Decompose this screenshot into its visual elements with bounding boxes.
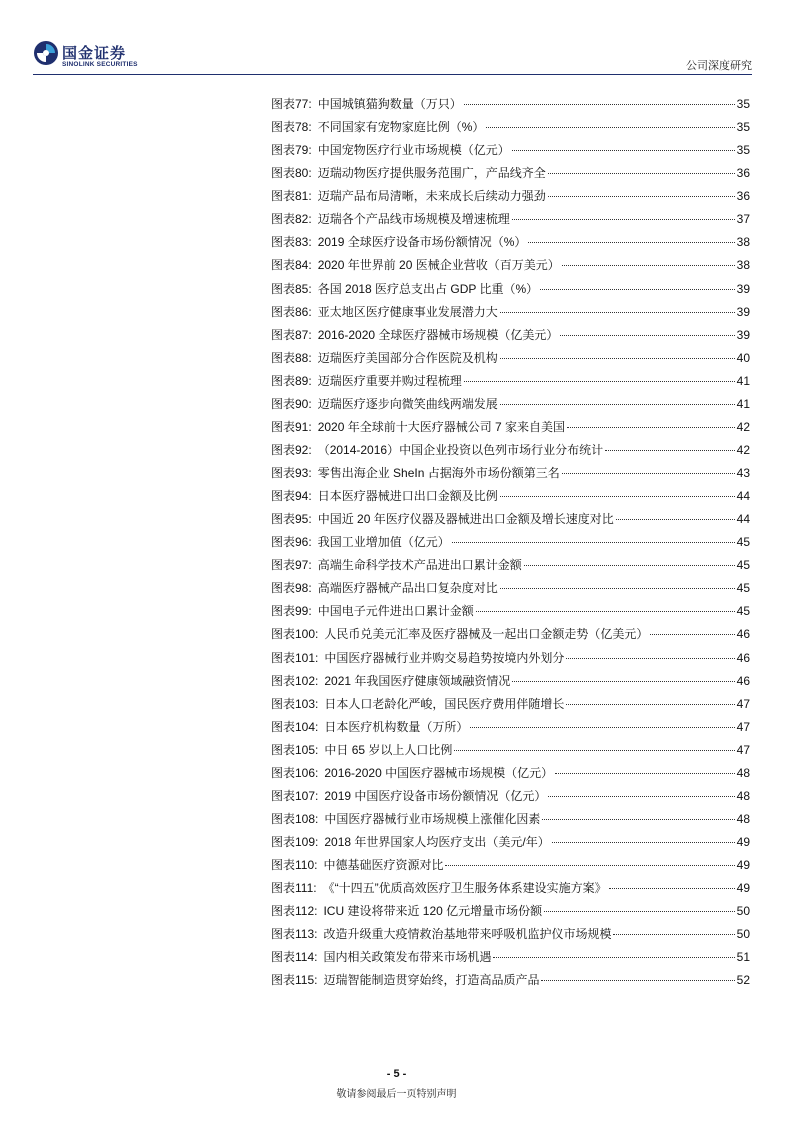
toc-entry[interactable] [271,554,750,577]
toc-entry[interactable] [271,693,750,716]
toc-entry-page: 41 [736,396,750,411]
toc-entry-label: 图表105: [271,742,319,757]
toc-dot-leader [500,588,735,589]
toc-entry[interactable] [271,93,750,116]
toc-entry-label: 图表84: [271,258,312,273]
toc-entry[interactable] [271,831,750,854]
toc-dot-leader [548,173,735,174]
toc-entry-label: 图表91: [271,419,312,434]
toc-entry[interactable] [271,739,750,762]
toc-entry-page: 43 [736,466,750,480]
toc-entry-title: （2014-2016）中国企业投资以色列市场行业分布统计 [317,442,604,457]
toc-entry-page: 39 [736,327,750,342]
toc-entry-label: 图表90: [271,396,312,411]
toc-dot-leader [470,727,734,728]
toc-entry[interactable] [271,185,750,208]
toc-entry-page: 41 [736,373,750,388]
toc-entry-label: 图表96: [271,535,312,550]
toc-entry-page: 45 [736,535,750,550]
toc-entry-label: 图表106: [271,765,319,780]
toc-entry-page: 44 [736,489,750,504]
toc-dot-leader [528,242,734,243]
toc-dot-leader [512,681,734,682]
toc-entry[interactable] [271,347,750,370]
toc-entry-label: 图表103: [271,696,319,711]
toc-entry-page: 52 [736,973,750,988]
toc-entry-page: 49 [736,858,750,873]
toc-dot-leader [464,104,735,105]
toc-entry-page: 48 [736,811,750,826]
toc-entry-title: 人民币兑美元汇率及医疗器械及一起出口金额走势（亿美元） [324,627,649,642]
toc-entry-page: 42 [736,442,750,457]
toc-entry-title: 迈瑞医疗逐步向微笑曲线两端发展 [317,396,498,411]
toc-entry[interactable] [271,462,750,485]
toc-entry-label: 图表113: [271,927,318,942]
toc-entry-page: 36 [736,166,750,181]
toc-entry-title: 日本医疗器械进口出口金额及比例 [317,489,498,504]
toc-entry-title: 高端医疗器械产品出口复杂度对比 [317,581,498,596]
table-of-figures [271,93,750,992]
toc-entry-label: 图表87: [271,327,312,342]
page-header [0,0,793,80]
toc-entry-page: 46 [736,673,750,688]
toc-dot-leader [524,565,735,566]
toc-entry-page: 49 [736,881,750,896]
toc-entry-page: 37 [736,212,750,227]
toc-dot-leader [650,634,734,635]
toc-entry-title: 迈瑞医疗重要并购过程梳理 [317,373,462,388]
toc-entry-title: 中国宠物医疗行业市场规模（亿元） [317,143,510,158]
sinolink-logo [33,40,183,76]
toc-entry-title: 中国医疗器械行业市场规模上涨催化因素 [324,811,541,826]
toc-dot-leader [552,842,735,843]
toc-entry[interactable] [271,969,750,992]
toc-entry-label: 图表100: [271,627,319,642]
toc-entry-title: 迈瑞各个产品线市场规模及增速梳理 [317,212,510,227]
toc-dot-leader [493,957,734,958]
toc-entry[interactable] [271,762,750,785]
toc-dot-leader [562,265,735,266]
toc-dot-leader [555,773,735,774]
toc-dot-leader [562,473,735,474]
page-number: - 5 - [386,1068,407,1080]
toc-entry[interactable] [271,716,750,739]
toc-entry-page: 36 [736,189,750,204]
toc-dot-leader [476,611,735,612]
toc-entry-label: 图表109: [271,835,319,849]
toc-entry[interactable] [271,946,750,969]
toc-entry-page: 38 [736,258,750,273]
toc-entry-title: 中国近 20 年医疗仪器及器械进出口金额及增长速度对比 [317,512,614,527]
toc-entry[interactable] [271,301,750,324]
toc-entry-label: 图表95: [271,512,312,527]
toc-entry-title: 高端生命科学技术产品进出口累计金额 [317,558,522,573]
toc-entry-page: 44 [736,512,750,527]
toc-entry-label: 图表82: [271,212,312,227]
toc-entry-title: 《“十四五”优质高效医疗卫生服务体系建设实施方案》 [322,881,607,896]
toc-entry-page: 50 [736,927,750,942]
document-type: 公司深度研究 [686,60,752,72]
toc-entry-page: 46 [736,650,750,665]
toc-entry-page: 45 [736,581,750,596]
toc-entry-page: 38 [736,235,750,250]
toc-entry-title: 2019 中国医疗设备市场份额情况（亿元） [324,788,547,803]
toc-entry-label: 图表98: [271,581,312,596]
toc-entry-title: 2019 全球医疗设备市场份额情况（%） [317,235,527,250]
toc-entry-title: 国内相关政策发布带来市场机遇 [323,950,492,965]
toc-entry-title: 迈瑞智能制造贯穿始终，打造高品质产品 [323,973,540,988]
toc-dot-leader [500,358,735,359]
toc-entry-title: 2018 年世界国家人均医疗支出（美元/年） [324,835,550,849]
footer-disclaimer: 敬请参阅最后一页特别声明 [336,1089,457,1100]
toc-dot-leader [544,911,734,912]
toc-entry-title: 2020 年全球前十大医疗器械公司 7 家来自美国 [317,419,566,434]
toc-entry-page: 40 [736,350,750,365]
toc-entry[interactable] [271,162,750,185]
toc-entry[interactable] [271,393,750,416]
toc-dot-leader [566,658,734,659]
toc-entry[interactable] [271,877,750,900]
toc-entry[interactable] [271,324,750,347]
toc-entry-page: 50 [736,904,750,919]
toc-entry-page: 39 [736,304,750,319]
toc-entry[interactable] [271,439,750,462]
toc-entry-page: 45 [736,558,750,573]
toc-entry[interactable] [271,278,750,301]
toc-dot-leader [541,980,734,981]
toc-entry-title: 迈瑞医疗美国部分合作医院及机构 [317,350,498,365]
toc-entry-label: 图表108: [271,811,319,826]
toc-dot-leader [454,750,734,751]
toc-entry-page: 48 [736,788,750,803]
toc-entry[interactable] [271,208,750,231]
toc-entry-page: 48 [736,765,750,780]
toc-dot-leader [512,150,735,151]
toc-entry[interactable] [271,231,750,254]
toc-entry[interactable] [271,854,750,877]
toc-entry-page: 42 [736,419,750,434]
toc-entry-title: 改造升级重大疫情救治基地带来呼吸机监护仪市场规模 [323,927,612,942]
toc-dot-leader [548,796,734,797]
toc-entry[interactable] [271,577,750,600]
toc-entry-label: 图表104: [271,719,319,734]
toc-entry-label: 图表99: [271,604,312,619]
toc-entry[interactable] [271,416,750,439]
toc-entry-label: 图表102: [271,673,319,688]
toc-dot-leader [512,219,735,220]
toc-dot-leader [464,381,735,382]
toc-entry-title: ICU 建设将带来近 120 亿元增量市场份额 [323,904,543,919]
toc-entry[interactable] [271,139,750,162]
logo-english-name: SINOLINK SECURITIES [62,61,138,68]
toc-entry-title: 2021 年我国医疗健康领域融资情况 [324,673,511,688]
toc-entry-title: 零售出海企业 SheIn 占据海外市场份额第三名 [317,466,560,480]
toc-entry-label: 图表88: [271,350,312,365]
toc-entry-page: 47 [736,719,750,734]
toc-entry[interactable] [271,647,750,670]
header-divider [33,74,752,75]
toc-dot-leader [548,196,735,197]
toc-dot-leader [567,427,735,428]
toc-entry[interactable] [271,600,750,623]
toc-entry-label: 图表79: [271,143,312,158]
toc-entry-page: 35 [736,120,750,135]
toc-entry-label: 图表81: [271,189,312,204]
toc-entry-label: 图表85: [271,281,312,296]
toc-entry[interactable] [271,808,750,831]
toc-entry-title: 中德基础医疗资源对比 [323,858,444,873]
toc-dot-leader [500,404,735,405]
toc-dot-leader [566,704,734,705]
toc-entry-title: 亚太地区医疗健康事业发展潜力大 [317,304,498,319]
toc-entry-title: 2016-2020 全球医疗器械市场规模（亿美元） [317,327,559,342]
toc-entry-page: 47 [736,696,750,711]
toc-entry-label: 图表83: [271,235,312,250]
toc-dot-leader [445,865,734,866]
toc-entry[interactable] [271,670,750,693]
toc-entry-label: 图表107: [271,788,319,803]
toc-entry-page: 35 [736,97,750,111]
toc-entry-page: 39 [736,281,750,296]
toc-entry[interactable] [271,623,750,646]
toc-entry[interactable] [271,370,750,393]
toc-dot-leader [486,127,734,128]
toc-dot-leader [540,289,734,290]
toc-entry-label: 图表89: [271,373,312,388]
toc-entry[interactable] [271,785,750,808]
toc-entry-page: 47 [736,742,750,757]
toc-dot-leader [560,335,734,336]
toc-entry-label: 图表97: [271,558,312,573]
toc-entry-label: 图表114: [271,950,318,965]
toc-dot-leader [613,934,734,935]
toc-dot-leader [542,819,734,820]
toc-dot-leader [605,450,735,451]
toc-entry[interactable] [271,116,750,139]
toc-dot-leader [500,496,735,497]
toc-entry[interactable] [271,508,750,531]
toc-entry-title: 各国 2018 医疗总支出占 GDP 比重（%） [317,281,539,296]
toc-entry-title: 2020 年世界前 20 医械企业营收（百万美元） [317,258,560,273]
toc-entry[interactable] [271,531,750,554]
sinolink-logo-icon [33,40,59,66]
toc-entry[interactable] [271,485,750,508]
toc-entry-page: 35 [736,143,750,158]
toc-entry-title: 2016-2020 中国医疗器械市场规模（亿元） [324,765,554,780]
toc-entry-label: 图表77: [271,97,312,111]
toc-entry[interactable] [271,923,750,946]
toc-entry-title: 我国工业增加值（亿元） [317,535,450,550]
toc-entry-label: 图表111: [271,881,317,896]
toc-entry-label: 图表92: [271,442,312,457]
toc-entry-page: 51 [736,950,750,965]
toc-entry-label: 图表86: [271,304,312,319]
toc-entry-label: 图表78: [271,120,312,135]
toc-entry-label: 图表93: [271,466,312,480]
toc-entry-page: 49 [736,835,750,849]
toc-entry[interactable] [271,900,750,923]
toc-entry-title: 迈瑞产品布局清晰，未来成长后续动力强劲 [317,189,546,204]
toc-entry-label: 图表101: [271,650,319,665]
toc-dot-leader [609,888,735,889]
toc-entry-title: 中国城镇猫狗数量（万只） [317,97,462,111]
toc-entry-title: 中国医疗器械行业并购交易趋势按境内外划分 [324,650,565,665]
toc-entry-title: 迈瑞动物医疗提供服务范围广，产品线齐全 [317,166,546,181]
toc-dot-leader [616,519,735,520]
toc-dot-leader [500,312,735,313]
toc-entry-title: 中日 65 岁以上人口比例 [324,742,453,757]
toc-dot-leader [452,542,735,543]
toc-entry-label: 图表112: [271,904,318,919]
logo-chinese-name: 国金证券 [62,45,127,62]
toc-entry-page: 45 [736,604,750,619]
toc-entry-title: 日本人口老龄化严峻，国民医疗费用伴随增长 [324,696,565,711]
toc-entry-label: 图表94: [271,489,312,504]
toc-entry-title: 不同国家有宠物家庭比例（%） [317,120,485,135]
toc-entry-title: 中国电子元件进出口累计金额 [317,604,474,619]
toc-entry-page: 46 [736,627,750,642]
toc-entry[interactable] [271,254,750,277]
toc-entry-title: 日本医疗机构数量（万所） [324,719,469,734]
toc-entry-label: 图表110: [271,858,318,873]
toc-entry-label: 图表80: [271,166,312,181]
toc-entry-label: 图表115: [271,973,318,988]
